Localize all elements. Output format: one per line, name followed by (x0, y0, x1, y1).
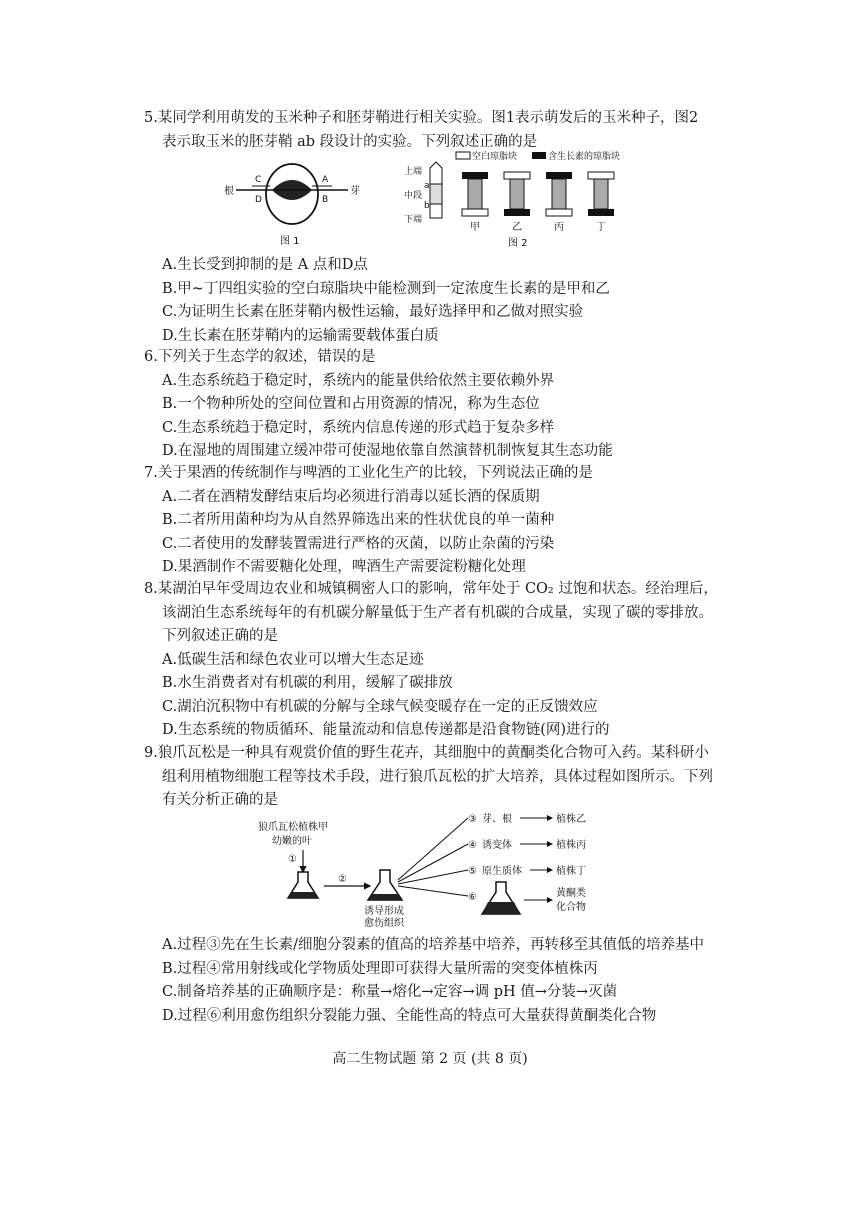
q6-option-a: A.生态系统趋于稳定时，系统内的能量供给依然主要依赖外界 (162, 372, 555, 389)
q9-result-flavonoid-1: 黄酮类 (556, 888, 586, 899)
fig2-bottom-label: 下端 (404, 215, 423, 225)
q9-step4: ④ (468, 840, 477, 851)
q5-figure-2 (404, 150, 644, 250)
q7-option-b: B.二者所用菌种均为从自然界筛选出来的性状优良的单一菌种 (162, 512, 555, 528)
q5-options (144, 254, 734, 348)
q6-option-c: C.生态系统趋于稳定时，系统内信息传递的形式趋于复杂多样 (162, 419, 555, 436)
q9-branch-protoplast: 原生质体 (482, 866, 522, 877)
question-5 (144, 107, 734, 154)
corn-seed-diagram (222, 160, 382, 250)
coleoptile-experiment-diagram (404, 150, 644, 250)
q9-step2: ② (338, 874, 347, 885)
question-6 (144, 346, 734, 464)
fig1-C-label: C (255, 175, 262, 185)
fig2-group-bing: 丙 (554, 222, 564, 233)
q9-stem-line2: 组利用植物细胞工程等技术手段，进行狼爪瓦松的扩大培养，具体过程如图所示。下列 (162, 768, 713, 785)
q9-step1: ① (288, 854, 297, 865)
q7-option-d: D.果酒制作不需要糖化处理，啤酒生产需要淀粉糖化处理 (162, 559, 526, 575)
q9-young-leaf-label: 幼嫩的叶 (272, 836, 312, 847)
q7-stem: 7.关于果酒的传统制作与啤酒的工业化生产的比较，下列说法正确的是 (144, 465, 593, 481)
fig2-middle-label: 中段 (404, 191, 423, 201)
q9-figure (258, 810, 598, 930)
q8-option-d: D.生态系统的物质循环、能量流动和信息传递都是沿食物链(网)进行的 (162, 722, 610, 738)
fig2-caption: 图 2 (508, 238, 528, 249)
q8-option-b: B.水生消费者对有机碳的利用，缓解了碳排放 (162, 675, 453, 691)
page-footer: 高二生物试题 第 2 页 (共 8 页) (332, 1051, 528, 1067)
q5-option-c: C.为证明生长素在胚芽鞘内极性运输，最好选择甲和乙做对照实验 (162, 304, 584, 320)
fig1-A-label: A (322, 175, 329, 185)
question-9 (144, 742, 734, 813)
fig1-shoot-label: 芽 (350, 186, 360, 197)
q9-flask-label-1: 诱导形成 (364, 906, 404, 917)
q9-options (144, 934, 734, 1028)
question-8 (144, 578, 734, 743)
q8-stem-line3: 下列叙述正确的是 (162, 628, 278, 644)
fig1-root-label: 根 (224, 186, 234, 197)
q9-stem-line3: 有关分析正确的是 (162, 792, 278, 808)
q8-option-a: A.低碳生活和绿色农业可以增大生态足迹 (162, 651, 424, 668)
q9-branch-bud-root: 芽、根 (482, 814, 512, 825)
q8-stem-line2: 该湖泊生态系统每年的有机碳分解量低于生产者有机碳的合成量，实现了碳的零排放。 (162, 604, 713, 621)
q9-plant-a-label: 狼爪瓦松植株甲 (258, 822, 328, 833)
q6-stem: 6.下列关于生态学的叙述，错误的是 (144, 349, 376, 365)
q9-step3: ③ (468, 814, 477, 825)
q6-option-b: B.一个物种所处的空间位置和占用资源的情况，称为生态位 (162, 396, 540, 412)
q7-option-a: A.二者在酒精发酵结束后均必须进行消毒以延长酒的保质期 (162, 488, 540, 505)
q9-branch-mutant: 诱变体 (482, 840, 512, 851)
fig2-group-jia: 甲 (470, 222, 480, 233)
legend-auxin-agar: 含生长素的琼脂块 (548, 152, 621, 162)
fig1-D-label: D (255, 195, 262, 205)
q9-option-b: B.过程④常用射线或化学物质处理即可获得大量所需的突变体植株丙 (162, 960, 598, 977)
fig1-caption: 图 1 (280, 236, 300, 247)
fig2-a-label: a (424, 181, 430, 191)
q9-flask-label-2: 愈伤组织 (364, 918, 404, 929)
q9-option-d: D.过程⑥利用愈伤组织分裂能力强、全能性高的特点可大量获得黄酮类化合物 (162, 1007, 657, 1024)
q9-step6: ⑥ (468, 892, 477, 903)
fig2-group-yi: 乙 (512, 222, 522, 233)
fig2-top-label: 上端 (404, 167, 423, 177)
q9-result-plant-yi: 植株乙 (556, 814, 586, 825)
fig2-group-ding: 丁 (596, 222, 606, 233)
plant-tissue-culture-diagram (258, 810, 598, 930)
q9-stem-line1: 9.狼爪瓦松是一种具有观赏价值的野生花卉，其细胞中的黄酮类化合物可入药。某科研小 (144, 745, 709, 761)
q5-figure-1 (222, 160, 382, 250)
q9-step5: ⑤ (468, 866, 477, 877)
q8-option-c: C.湖泊沉积物中有机碳的分解与全球气候变暖存在一定的正反馈效应 (162, 698, 598, 715)
legend-blank-agar: 空白琼脂块 (472, 152, 518, 162)
q9-result-plant-ding: 植株丁 (556, 866, 586, 877)
q5-option-a: A.生长受到抑制的是 A 点和D点 (162, 257, 368, 273)
q5-stem-line2: 表示取玉米的胚芽鞘 ab 段设计的实验。下列叙述正确的是 (162, 133, 538, 150)
q9-result-plant-bing: 植株丙 (556, 840, 586, 851)
q7-option-c: C.二者使用的发酵装置需进行严格的灭菌，以防止杂菌的污染 (162, 535, 555, 552)
fig1-B-label: B (322, 195, 329, 205)
q8-stem-line1: 8.某湖泊早年受周边农业和城镇稠密人口的影响，常年处于 CO₂ 过饱和状态。经治理后， (144, 581, 718, 597)
q9-result-flavonoid-2: 化合物 (556, 902, 586, 913)
q9-option-c: C.制备培养基的正确顺序是：称量→熔化→定容→调 pH 值→分装→灭菌 (162, 984, 618, 1000)
question-7 (144, 462, 734, 580)
q9-option-a: A.过程③先在生长素/细胞分裂素的值高的培养基中培养，再转移至其值低的培养基中 (162, 937, 704, 953)
fig2-b-label: b (424, 201, 430, 211)
q5-option-d: D.生长素在胚芽鞘内的运输需要载体蛋白质 (162, 327, 439, 344)
q5-option-b: B.甲~丁四组实验的空白琼脂块中能检测到一定浓度生长素的是甲和乙 (162, 280, 610, 297)
q5-stem-line1: 5.某同学利用萌发的玉米种子和胚芽鞘进行相关实验。图1表示萌发后的玉米种子，图2 (144, 110, 699, 126)
q6-option-d: D.在湿地的周围建立缓冲带可使湿地依靠自然演替机制恢复其生态功能 (162, 443, 613, 459)
